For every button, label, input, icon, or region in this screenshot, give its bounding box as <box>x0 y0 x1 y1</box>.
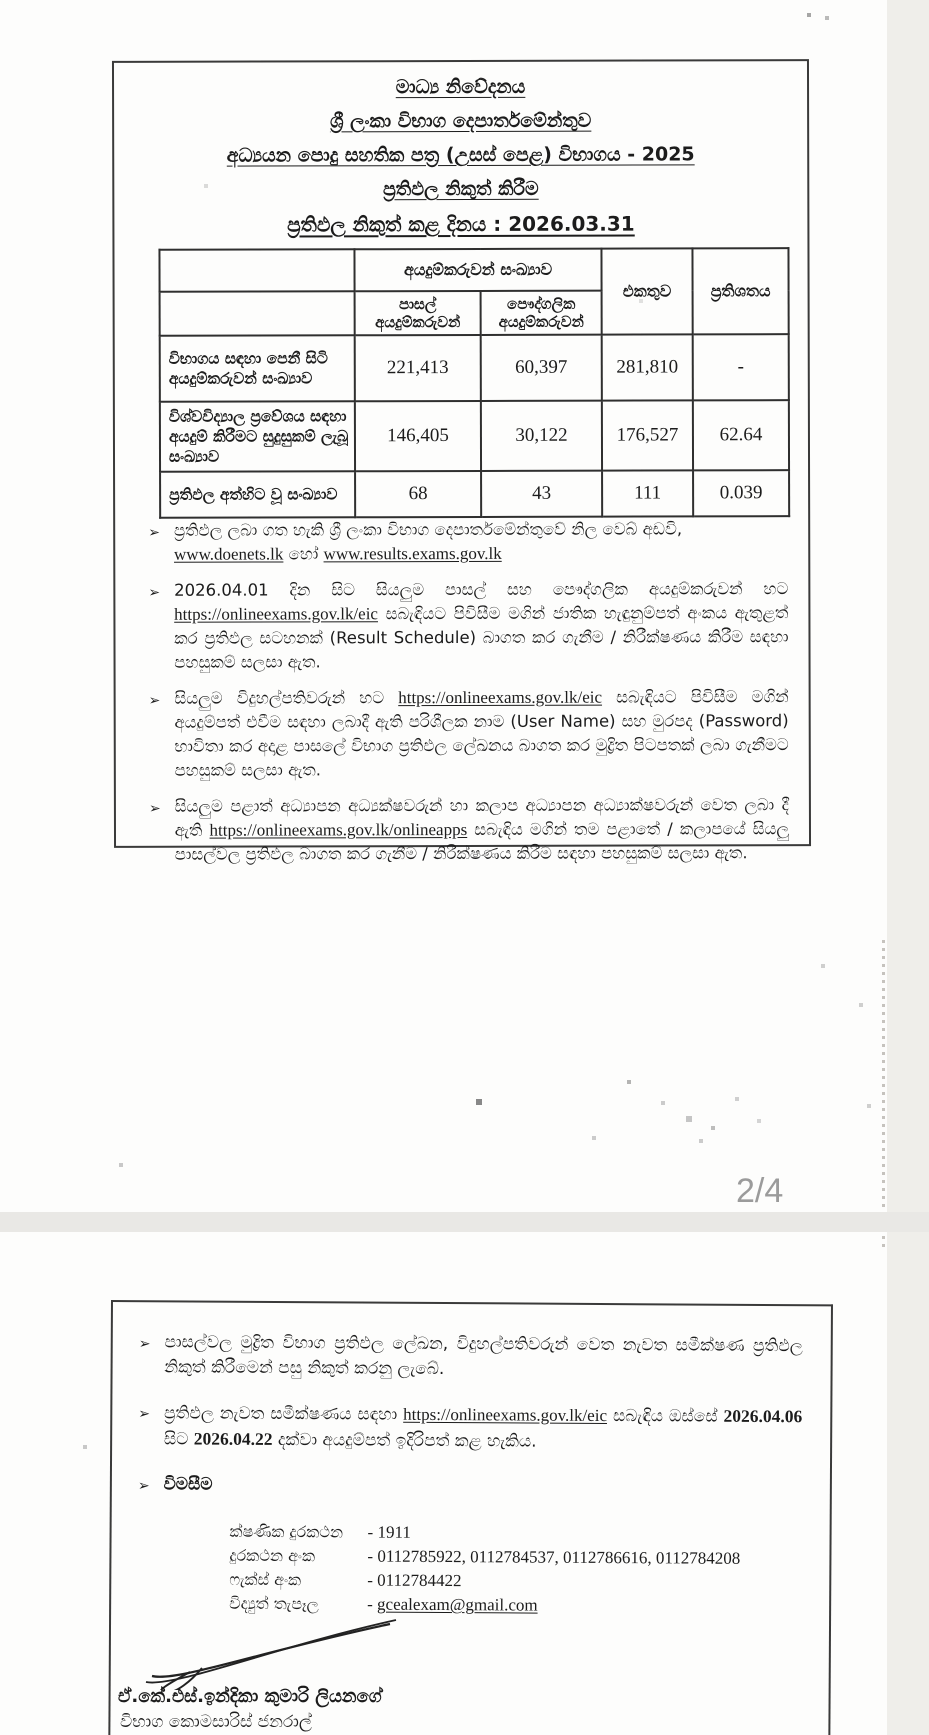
rescrutiny-pre-text: ප්‍රතිඵල නැවත සමීක්ෂණය සඳහා <box>163 1403 404 1425</box>
heading-exam-name: අධ්‍යයන පොදු සහතික පත්‍ර (උසස් පෙළ) විභාගය - 2025 <box>226 143 695 167</box>
school-count: 221,413 <box>355 335 481 401</box>
principals-post-text: සබැඳියට පිවිසීම මගින් අයදුම්පත් එවීම සඳහා ලබාදී ඇති පරිශීලක නාම (User Name) සහ මුරපද (Password) භාවිතා කර අදාළ පාසලේ විභාග ප්‍රතිඵල ලේඛනය බාගත කර මුද්‍රිත පිටපතක් ලබා ගැනීමට පහසුකම් සලසා ඇත. <box>174 687 789 780</box>
notice-bullet-list <box>148 517 789 879</box>
list-item-rescrutiny <box>138 1400 802 1456</box>
percentage-value: 62.64 <box>693 400 789 470</box>
percentage-column-header: ප්‍රතිශතය <box>692 248 788 334</box>
websites-intro-text: ප්‍රතිඵල ලබා ගත හැකි ශ්‍රී ලංකා විභාග දෙපාර්තමේන්තුවේ නිල වෙබ් අඩවි, <box>173 519 683 540</box>
result-schedule-post-text: සබැඳියට පිවිසීම මගින් ජාතික හැඳුනුම්පත් අංකය ඇතුළත් කර ප්‍රතිඵල සටහනක් (Result Schedule) බාගත කර ගැනීම / නිරීක්ෂණය කිරීම සඳහා පහසුකම් සලසා ඇත. <box>174 603 789 672</box>
principals-pre-text: සියලුම විදුහල්පතිවරුන් හට <box>174 688 399 708</box>
empty-header-cell <box>160 291 355 336</box>
directors-post-text: සබැඳිය මගින් තම පළාතේ / කලාපයේ සියලු පාසල්වල ප්‍රතිඵල බාගත කර ගැනීම / නිරීක්ෂණය කිරීම සඳහා පහසුකම් සලසා ඇත. <box>174 819 790 864</box>
arrow-bullet-icon: ➢ <box>148 800 161 817</box>
arrow-bullet-icon: ➢ <box>138 1406 151 1423</box>
row-label: විභාගය සඳහා පෙනී සිටි අයදුම්කරුවන් සංඛ්‍යාව <box>160 335 355 402</box>
rescrutiny-post-text: දක්වා අයදුම්පත් ඉදිරිපත් කළ හැකිය. <box>272 1429 537 1452</box>
private-count: 43 <box>481 471 602 517</box>
telephone-numbers: - 0112785922, 0112784537, 0112786616, 0112784208 <box>367 1546 741 1568</box>
percentage-value: 0.039 <box>693 470 789 516</box>
results-statistics-table <box>158 247 790 519</box>
list-item-websites <box>148 517 788 567</box>
private-applicants-header: පෞද්ගලික අයදුම්කරුවන් <box>481 291 602 335</box>
viewer-background-gutter <box>887 0 929 1735</box>
table-header-row-1 <box>159 248 788 292</box>
empty-header-cell <box>159 249 354 292</box>
contact-row-hotline <box>230 1520 802 1547</box>
contact-row-email <box>229 1592 801 1619</box>
notice-page2-box <box>112 59 811 864</box>
signatory-title: විභාග කොමසාරිස් ජනරාල් <box>120 1712 312 1732</box>
results-release-date: ප්‍රතිඵල නිකුත් කළ දිනය : 2026.03.31 <box>287 211 635 237</box>
email-dash: - <box>367 1594 378 1614</box>
telephone-label: දුරකථන අංක <box>229 1545 316 1566</box>
contact-row-fax <box>229 1568 801 1595</box>
total-count: 111 <box>602 470 693 516</box>
applicants-count-header: අයදුම්කරුවන් සංඛ්‍යාව <box>354 249 601 292</box>
total-column-header: එකතුව <box>601 248 692 334</box>
fax-label: ෆැක්ස් අංක <box>229 1569 302 1590</box>
school-count: 146,405 <box>355 401 481 471</box>
signature <box>138 1618 408 1690</box>
table-row <box>160 400 789 472</box>
page-counter: 2/4 <box>736 1172 784 1210</box>
school-count: 68 <box>355 471 481 517</box>
list-item-printed-results <box>139 1330 803 1384</box>
list-item-result-schedule <box>148 577 788 675</box>
link-results-exams[interactable]: www.results.exams.gov.lk <box>323 543 502 564</box>
link-doenets[interactable]: www.doenets.lk <box>173 544 284 564</box>
email-address[interactable]: gcealexam@gmail.com <box>377 1594 538 1615</box>
arrow-bullet-icon: ➢ <box>138 1336 151 1353</box>
link-onlineexams-eic[interactable]: https://onlineexams.gov.lk/eic <box>403 1404 608 1426</box>
contact-row-telephone <box>229 1544 801 1571</box>
private-count: 60,397 <box>481 335 602 401</box>
scanned-page-edge <box>882 940 885 1250</box>
table-row <box>160 470 789 518</box>
printed-results-text: පාසල්වල මුද්‍රිත විභාග ප්‍රතිඵල ලේඛන, විදුහල්පතිවරුන් වෙත නැවත සමීක්ෂණ ප්‍රතිඵල නිකුත් කිරීමෙන් පසු නිකුත් කරනු ලැබේ. <box>164 1332 803 1380</box>
rescrutiny-mid2-text: සිට <box>163 1429 194 1450</box>
row-label: විශ්වවිද්‍යාල ප්‍රවේශය සඳහා අයදුම් කිරීමට සුදුසුකම් ලැබූ සංඛ්‍යාව <box>160 401 355 472</box>
table-row <box>160 334 789 402</box>
link-onlineexams-onlineapps[interactable]: https://onlineexams.gov.lk/onlineapps <box>209 819 468 840</box>
total-count: 281,810 <box>602 334 693 400</box>
rescrutiny-end-date: 2026.04.22 <box>193 1428 273 1449</box>
heading-media-release: මාධ්‍ය නිවේදනය <box>395 75 526 99</box>
contact-details-block <box>229 1520 802 1619</box>
result-schedule-pre-text: 2026.04.01 දින සිට සියලුම පාසල් සහ පෞද්ගලික අයදුම්කරුවන් හට <box>174 579 789 600</box>
heading-results-release: ප්‍රතිඵල නිකුත් කිරීම <box>382 177 539 201</box>
school-applicants-header: පාසල් අයදුම්කරුවන් <box>355 291 481 335</box>
list-item-inquiries <box>138 1472 802 1503</box>
inquiries-heading: විමසීම <box>163 1474 213 1495</box>
heading-department: ශ්‍රී ලංකා විභාග දෙපාර්තමේන්තුව <box>329 109 592 133</box>
scan-noise <box>0 0 2 2</box>
page-separator-band <box>0 1212 929 1232</box>
notice-headings <box>114 69 807 207</box>
arrow-bullet-icon: ➢ <box>148 692 161 709</box>
total-count: 176,527 <box>602 400 693 470</box>
row-label: ප්‍රතිඵල අත්හිට වූ සංඛ්‍යාව <box>160 471 355 518</box>
arrow-bullet-icon: ➢ <box>148 584 161 601</box>
private-count: 30,122 <box>481 401 602 471</box>
rescrutiny-mid-text: සබැඳිය ඔස්සේ <box>606 1406 724 1427</box>
percentage-value: - <box>693 334 789 400</box>
hotline-label: ක්ෂණික දුරකථන <box>229 1521 344 1542</box>
arrow-bullet-icon: ➢ <box>148 524 160 541</box>
hotline-number: - 1911 <box>367 1522 411 1542</box>
email-label: විද්‍යුත් තැපෑල <box>229 1593 319 1614</box>
directors-pre-text: සියලුම පළාත් අධ්‍යාපන අධ්‍යක්ෂවරුන් හා කලාප අධ්‍යාපන අධ්‍යාක්ෂවරුන් වෙත ලබා දී ඇති <box>174 795 789 840</box>
link-onlineexams-eic[interactable]: https://onlineexams.gov.lk/eic <box>398 687 603 708</box>
list-item-directors <box>149 793 789 867</box>
signatory-name: ඒ.කේ.එස්.ඉන්දිකා කුමාරි ලියනගේ <box>118 1686 382 1707</box>
arrow-bullet-icon: ➢ <box>137 1478 150 1495</box>
link-onlineexams-eic[interactable]: https://onlineexams.gov.lk/eic <box>174 604 378 624</box>
list-item-principals <box>149 685 789 783</box>
fax-number: - 0112784422 <box>367 1570 462 1591</box>
or-text: හෝ <box>283 544 324 564</box>
rescrutiny-start-date: 2026.04.06 <box>723 1405 803 1427</box>
